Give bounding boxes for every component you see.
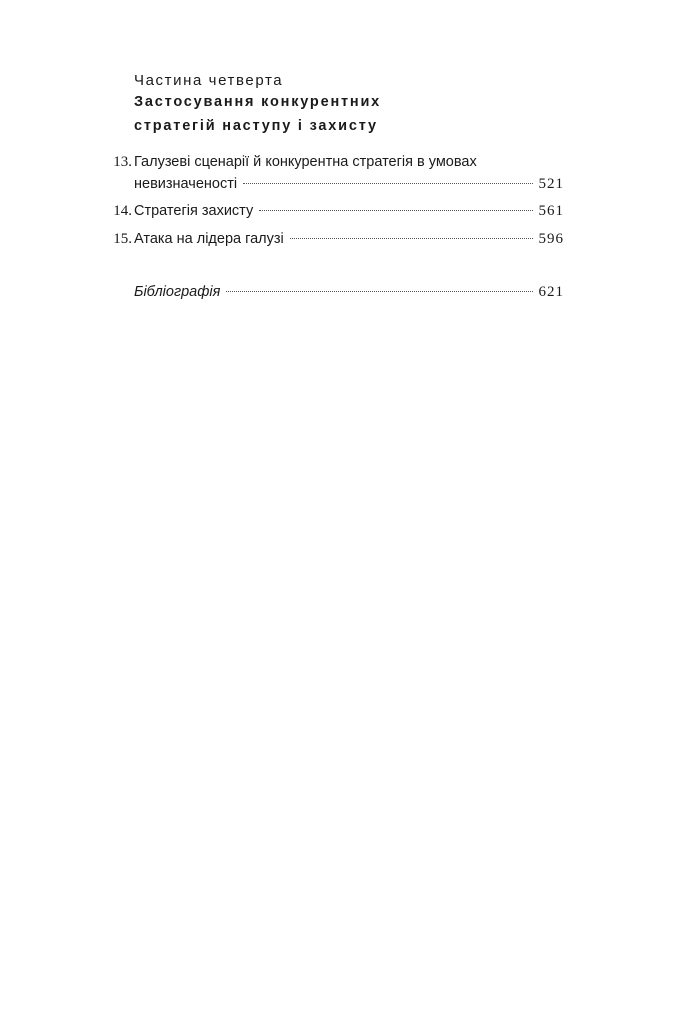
part-title-line-2: стратегій наступу і захисту [134,118,378,134]
toc-entry-title-continued: невизначеності [134,176,238,192]
toc-entry-page: 561 [538,203,564,219]
toc-entry-title: Галузеві сценарії й конкурентна стратегія в умовах [134,154,477,170]
toc-entry-13[interactable] [113,154,564,176]
part-label: Частина четверта [134,72,284,89]
toc-entry-page: 621 [538,284,564,300]
toc-entry-number: 14. [113,203,132,219]
dot-leader [290,238,533,239]
dot-leader [259,210,532,211]
dot-leader [226,291,532,292]
part-title-line-1: Застосування конкурентних [134,94,382,110]
toc-entry-title: Бібліографія [134,284,221,300]
toc-entry-title: Стратегія захисту [134,203,254,219]
toc-entry-15[interactable] [113,231,564,253]
toc-entry-number: 13. [113,154,132,170]
toc-entry-page: 596 [538,231,564,247]
toc-entry-number: 15. [113,231,132,247]
dot-leader [243,183,532,184]
toc-entry-bibliography[interactable] [134,284,564,306]
toc-entry-page: 521 [538,176,564,192]
toc-entry-14[interactable] [113,203,564,225]
toc-entry-title: Атака на лідера галузі [134,231,284,247]
toc-entry-13-continued[interactable] [134,176,564,198]
